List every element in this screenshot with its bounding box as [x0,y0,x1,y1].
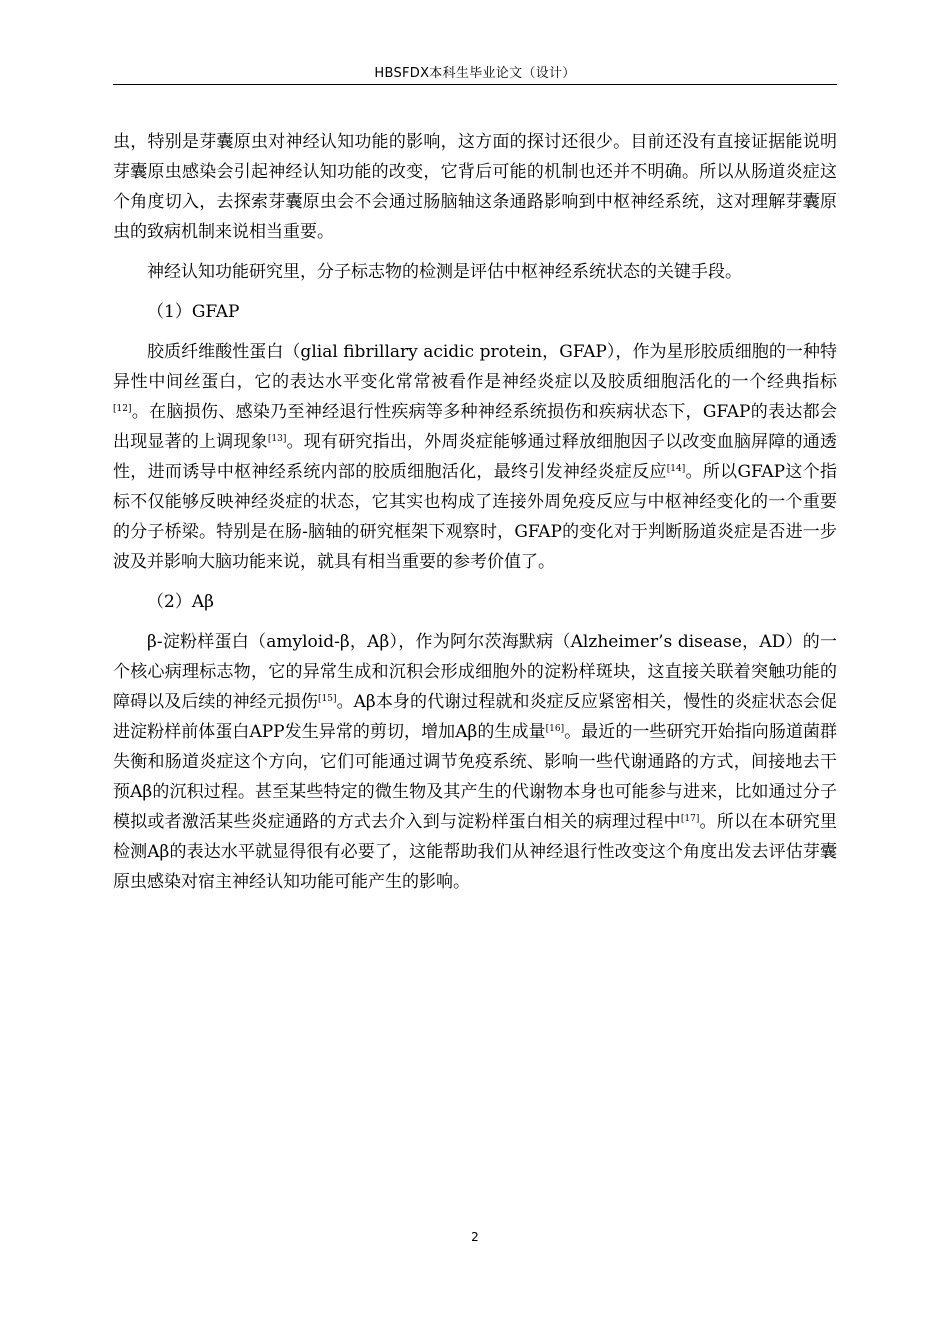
running-header: HBSFDX本科生毕业论文（设计） [374,66,576,81]
paragraph-intro: 神经认知功能研究里，分子标志物的检测是评估中枢神经系统状态的关键手段。 [147,262,742,282]
text-run: 。现有研究指出，外周炎症能够通过释放细胞因子以改变血脑屏障的通透性，进而诱导中枢神经系统内部的胶质细胞活化，最终引发神经炎症反应 [113,432,838,482]
citation-12[interactable]: [12] [113,404,132,414]
citation-16[interactable]: [16] [545,724,565,734]
text-run: 。所以GFAP这个指标不仅能够反映神经炎症的状态，它其实也构成了连接外周免疫反应与中枢神经变化的一个重要的分子桥梁。特别是在肠-脑轴的研究框架下观察时，GFAP的变化对于判断肠道炎症是否进一步波及并影响大脑功能来说，就具有相当重要的参考价值了。 [113,462,837,572]
paragraph-abeta [113,627,837,897]
text-run: 。所以在本研究里检测Aβ的表达水平就显得很有必要了，这能帮助我们从神经退行性改变这个角度出发去评估芽囊原虫感染对宿主神经认知功能可能产生的影响。 [113,812,838,892]
text-run: 。最近的一些研究开始指向肠道菌群失衡和肠道炎症这个方向，它们可能通过调节免疫系统、影响一些代谢通路的方式，间接地去干预Aβ的沉积过程。甚至某些特定的微生物及其产生的代谢物本身也可能参与进来，比如通过分子模拟或者激活某些炎症通路的方式去介入到与淀粉样蛋白相关的病理过程中 [113,722,837,832]
text-run: 。Aβ本身的代谢过程就和炎症反应紧密相关，慢性的炎症状态会促进淀粉样前体蛋白APP发生异常的剪切，增加Aβ的生成量 [113,692,837,742]
citation-15[interactable]: [15] [318,694,337,704]
citation-14[interactable]: [14] [666,464,686,474]
section-heading-abeta: （2）Aβ [147,592,214,612]
citation-17[interactable]: [17] [680,814,700,824]
text-run: β-淀粉样蛋白（amyloid-β，Aβ），作为阿尔茨海默病（Alzheimer’s disease，AD）的一个核心病理标志物，它的异常生成和沉积会形成细胞外的淀粉样斑块，这直接关联着突触功能的障碍以及后续的神经元损伤 [113,632,837,712]
header-rule [113,84,837,85]
text-run: 胶质纤维酸性蛋白（glial fibrillary acidic protein，GFAP），作为星形胶质细胞的一种特异性中间丝蛋白，它的表达水平变化常常被看作是神经炎症以及胶质细胞活化的一个经典指标 [113,342,837,392]
citation-13[interactable]: [13] [267,434,287,444]
paragraph-continued: 虫，特别是芽囊原虫对神经认知功能的影响，这方面的探讨还很少。目前还没有直接证据能说明芽囊原虫感染会引起神经认知功能的改变，它背后可能的机制也还并不明确。所以从肠道炎症这个角度切入，去探索芽囊原虫会不会通过肠脑轴这条通路影响到中枢神经系统，这对理解芽囊原虫的致病机制来说相当重要。 [113,132,837,242]
page-number: 2 [471,1230,479,1244]
paragraph-gfap [113,337,837,577]
section-heading-gfap: （1）GFAP [147,302,240,322]
text-run: 。在脑损伤、感染乃至神经退行性疾病等多种神经系统损伤和疾病状态下，GFAP的表达都会出现显著的上调现象 [113,402,837,452]
body-text [113,127,837,897]
